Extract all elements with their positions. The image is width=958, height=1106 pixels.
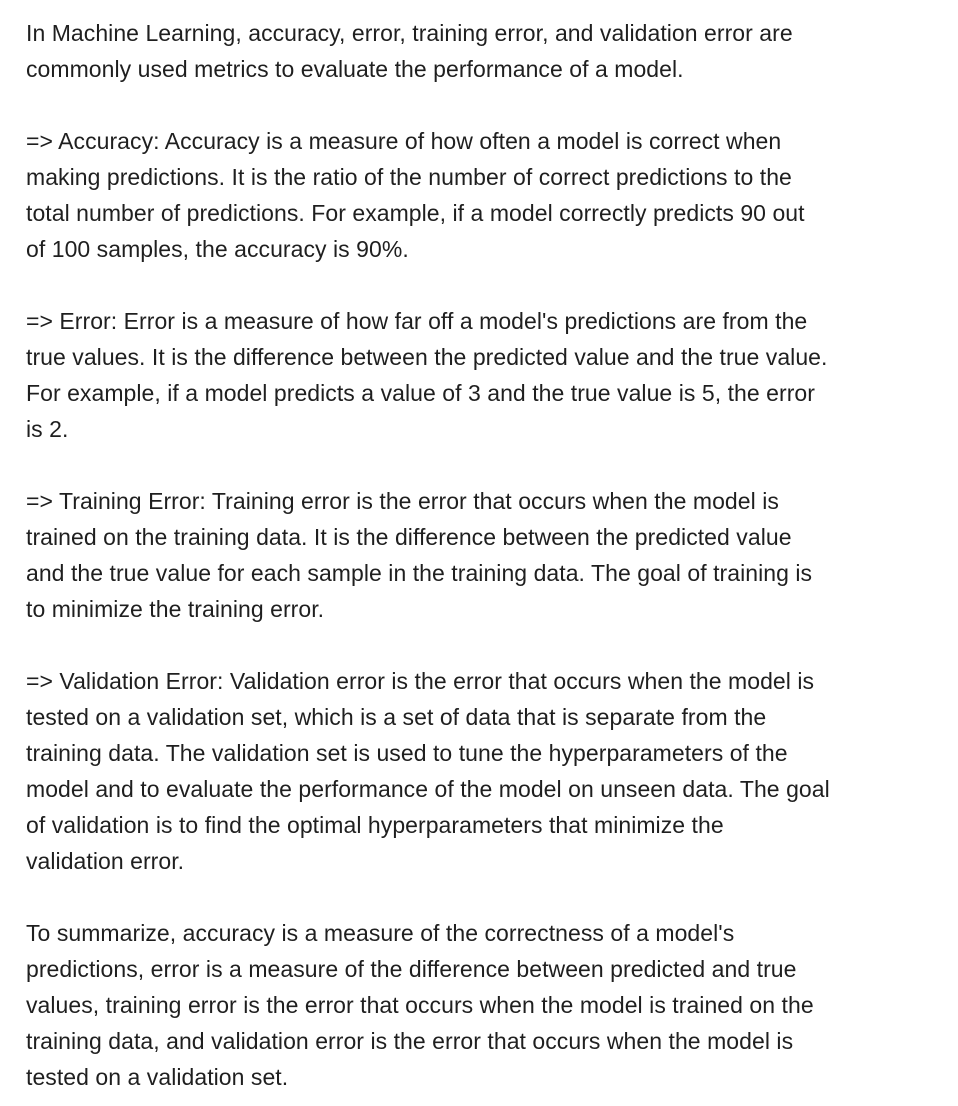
- text-line: => Accuracy: Accuracy is a measure of how often a model is correct when: [26, 128, 782, 154]
- text-line: trained on the training data. It is the difference between the predicted value: [26, 524, 792, 550]
- text-line: => Training Error: Training error is the error that occurs when the model is: [26, 488, 779, 514]
- text-line: validation error.: [26, 848, 185, 874]
- text-line: predictions, error is a measure of the difference between predicted and true: [26, 956, 797, 982]
- summary-paragraph: [26, 915, 958, 1095]
- text-line: is 2.: [26, 416, 69, 442]
- text-line: training data. The validation set is used to tune the hyperparameters of the: [26, 740, 788, 766]
- text-line: commonly used metrics to evaluate the performance of a model.: [26, 56, 684, 82]
- text-line: of validation is to find the optimal hyperparameters that minimize the: [26, 812, 724, 838]
- text-line: => Error: Error is a measure of how far off a model's predictions are from the: [26, 308, 808, 334]
- text-line: to minimize the training error.: [26, 596, 325, 622]
- validation-error-paragraph: [26, 663, 958, 879]
- text-line: total number of predictions. For example, if a model correctly predicts 90 out: [26, 200, 805, 226]
- text-line: For example, if a model predicts a value of 3 and the true value is 5, the error: [26, 380, 815, 406]
- text-line: tested on a validation set, which is a set of data that is separate from the: [26, 704, 767, 730]
- error-paragraph: [26, 303, 958, 447]
- text-line: In Machine Learning, accuracy, error, training error, and validation error are: [26, 20, 793, 46]
- text-line: and the true value for each sample in the training data. The goal of training is: [26, 560, 813, 586]
- training-error-paragraph: [26, 483, 958, 627]
- text-line: training data, and validation error is the error that occurs when the model is: [26, 1028, 794, 1054]
- text-line: => Validation Error: Validation error is the error that occurs when the model is: [26, 668, 815, 694]
- text-line: To summarize, accuracy is a measure of the correctness of a model's: [26, 920, 735, 946]
- text-line: making predictions. It is the ratio of the number of correct predictions to the: [26, 164, 792, 190]
- accuracy-paragraph: [26, 123, 958, 267]
- text-line: values, training error is the error that occurs when the model is trained on the: [26, 992, 814, 1018]
- text-line: true values. It is the difference between the predicted value and the true value.: [26, 344, 828, 370]
- text-line: of 100 samples, the accuracy is 90%.: [26, 236, 409, 262]
- text-line: model and to evaluate the performance of the model on unseen data. The goal: [26, 776, 830, 802]
- text-line: tested on a validation set.: [26, 1064, 289, 1090]
- intro-paragraph: [26, 15, 958, 87]
